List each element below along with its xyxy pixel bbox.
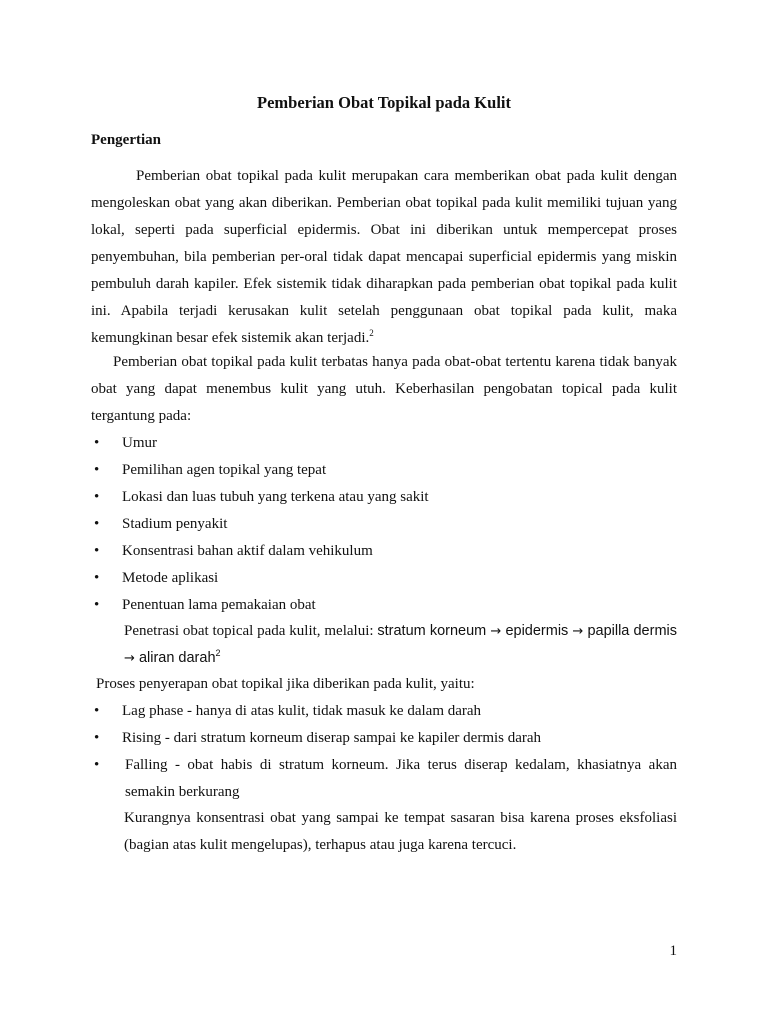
bullet-icon: •: [94, 489, 100, 505]
bullet-icon: •: [94, 435, 100, 451]
bullet-icon: •: [94, 597, 100, 613]
absorption-phases-list: [91, 698, 677, 806]
paragraph-definition-text: Pemberian obat topikal pada kulit merupakan cara memberikan obat pada kulit dengan mengoleskan obat yang akan diberikan. Pemberian obat topikal pada kulit memiliki tujuan yang lokal, seperti pada superficial epidermis. Obat ini diberikan untuk mempercepat proses penyembuhan, bila pemberian per-oral tidak dapat mencapai superficial epidermis yang miskin pembuluh darah kapiler. Efek sistemik tidak diharapkan pada pemberian obat topikal pada kulit ini. Apabila terjadi kerusakan kulit setelah penggunaan obat topikal pada kulit, maka kemungkinan besar efek sistemik akan terjadi.: [91, 168, 677, 346]
list-item-text: Umur: [122, 435, 157, 451]
penetration-intro: Penetrasi obat topical pada kulit, melalui:: [124, 623, 378, 639]
list-item-text: Stadium penyakit: [122, 516, 228, 532]
penetration-step-papilla-dermis: papilla dermis: [587, 623, 677, 639]
list-item: [91, 592, 677, 619]
document-title: Pemberian Obat Topikal pada Kulit: [257, 93, 511, 112]
paragraph-definition: [91, 163, 677, 352]
list-item: [91, 457, 677, 484]
list-item-text: Penentuan lama pemakaian obat: [122, 597, 316, 613]
list-item: [91, 752, 677, 806]
list-item-text: Metode aplikasi: [122, 570, 219, 586]
bullet-icon: •: [94, 757, 100, 773]
list-item-text: Lokasi dan luas tubuh yang terkena atau yang sakit: [122, 489, 429, 505]
list-item: [91, 725, 677, 752]
bullet-icon: •: [94, 730, 100, 746]
list-item: [91, 538, 677, 565]
list-item: [91, 511, 677, 538]
bullet-icon: •: [94, 570, 100, 586]
arrow-right-icon: →: [124, 651, 135, 666]
bullet-icon: •: [94, 462, 100, 478]
bullet-icon: •: [94, 703, 100, 719]
reference-superscript: 2: [215, 648, 221, 658]
arrow-right-icon: →: [572, 624, 584, 639]
list-item: [91, 430, 677, 457]
list-item: [91, 698, 677, 725]
reference-superscript: 2: [369, 328, 374, 338]
bullet-icon: •: [94, 516, 100, 532]
bullet-icon: •: [94, 543, 100, 559]
paragraph-success-factors: Pemberian obat topikal pada kulit terbatas hanya pada obat-obat tertentu karena tidak banyak obat yang dapat menembus kulit yang utuh. Keberhasilan pengobatan topical pada kulit tergantung pada:: [91, 354, 677, 424]
list-item-text: Konsentrasi bahan aktif dalam vehikulum: [122, 543, 373, 559]
penetration-step-stratum-korneum: stratum korneum: [377, 623, 487, 639]
page-number: 1: [669, 943, 677, 959]
section-heading: Pengertian: [91, 132, 161, 148]
list-item: [91, 484, 677, 511]
list-item-text: Lag phase - hanya di atas kulit, tidak masuk ke dalam darah: [122, 703, 482, 719]
list-item-text: Rising - dari stratum korneum diserap sampai ke kapiler dermis darah: [122, 730, 542, 746]
penetration-step-aliran-darah: aliran darah: [138, 650, 216, 666]
list-item-text: Falling - obat habis di stratum korneum. Jika terus diserap kedalam, khasiatnya akan semakin berkurang: [125, 757, 677, 800]
factors-list: [91, 430, 677, 619]
arrow-right-icon: →: [490, 624, 502, 639]
list-item: [91, 565, 677, 592]
penetration-path: [124, 618, 677, 672]
penetration-step-epidermis: epidermis: [505, 623, 569, 639]
absorption-intro: Proses penyerapan obat topikal jika diberikan pada kulit, yaitu:: [96, 676, 475, 692]
list-item-text: Pemilihan agen topikal yang tepat: [122, 462, 327, 478]
closing-paragraph: Kurangnya konsentrasi obat yang sampai ke tempat sasaran bisa karena proses eksfoliasi (bagian atas kulit mengelupas), terhapus atau juga karena tercuci.: [124, 810, 677, 853]
